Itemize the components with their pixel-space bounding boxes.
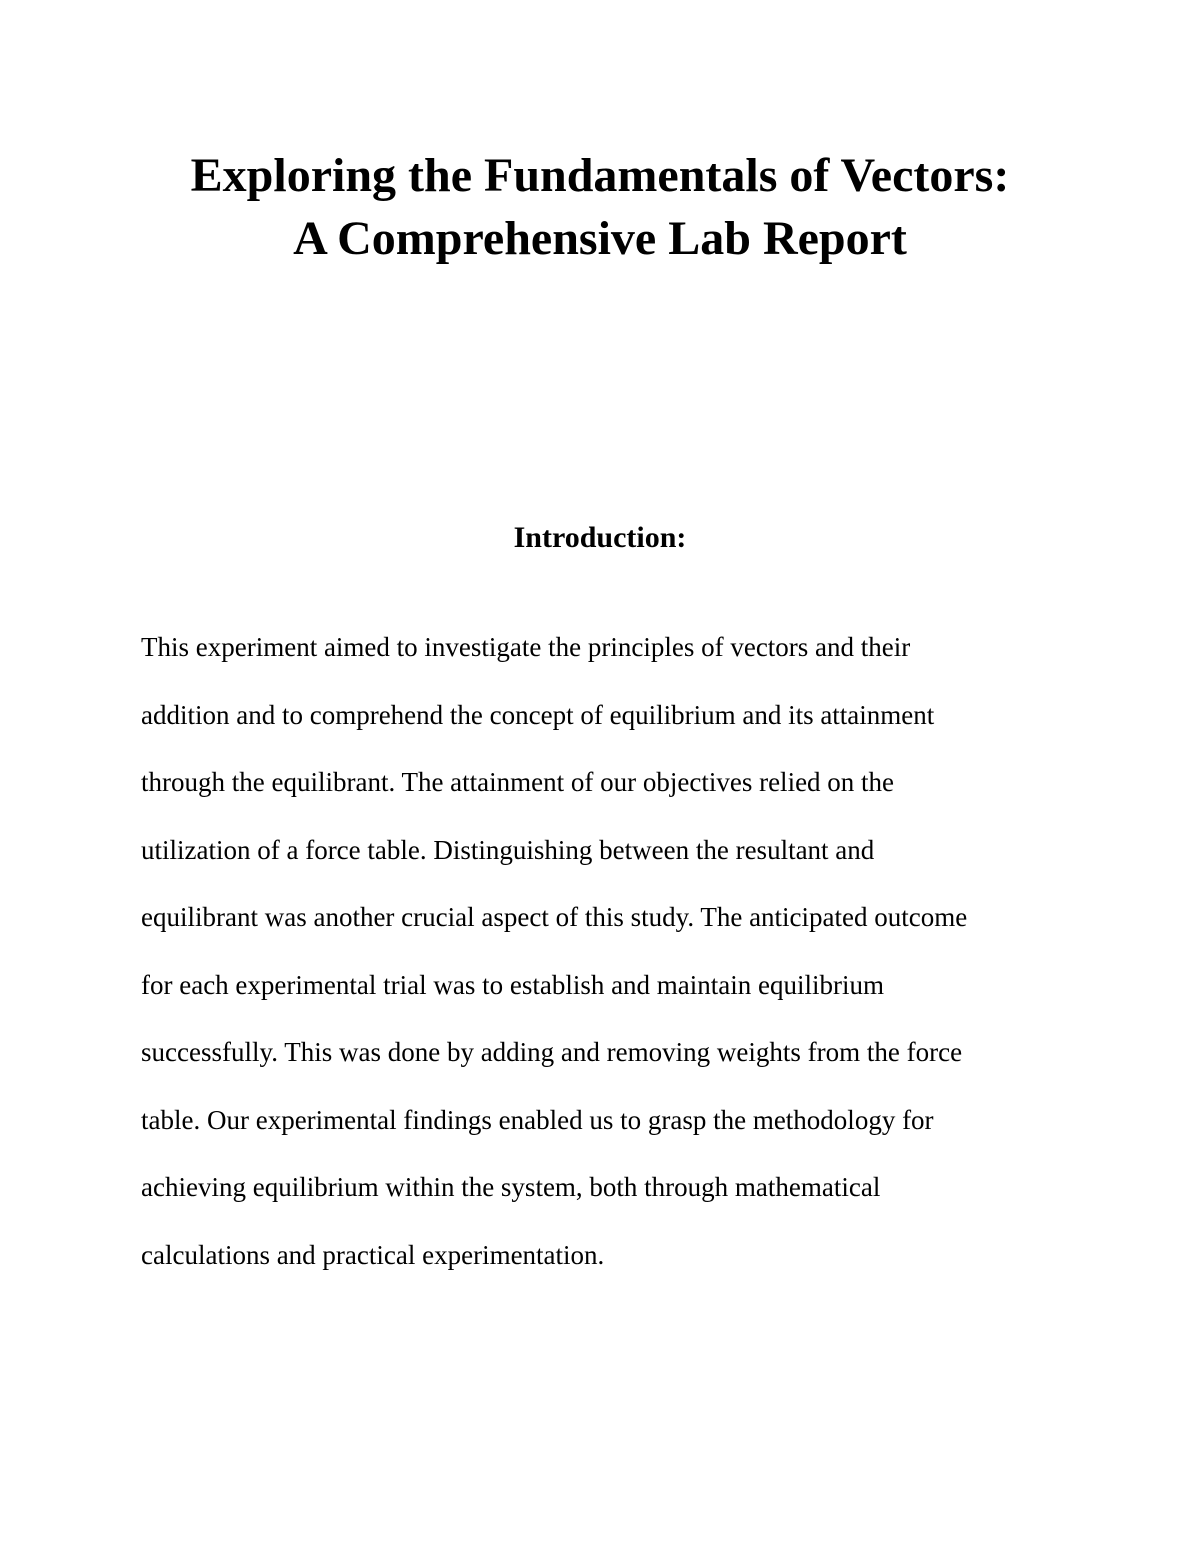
paragraph-line: addition and to comprehend the concept of equilibrium and its attainment: [141, 699, 935, 730]
paragraph-line: successfully. This was done by adding and removing weights from the force: [141, 1037, 963, 1067]
paragraph-line: table. Our experimental findings enabled us to grasp the methodology for: [141, 1104, 934, 1135]
paragraph-line: utilization of a force table. Distinguishing between the resultant and: [141, 834, 875, 865]
document-title-line-1: Exploring the Fundamentals of Vectors:: [190, 149, 1010, 202]
paragraph-line: through the equilibrant. The attainment of our objectives relied on the: [141, 767, 895, 797]
document-title-line-2: A Comprehensive Lab Report: [293, 212, 907, 265]
paragraph-line: for each experimental trial was to establish and maintain equilibrium: [141, 969, 885, 1000]
paragraph-line: achieving equilibrium within the system, both through mathematical: [141, 1172, 881, 1202]
paragraph-line: calculations and practical experimentation.: [141, 1239, 605, 1270]
paragraph-line: This experiment aimed to investigate the principles of vectors and their: [141, 632, 911, 662]
introduction-paragraph: [141, 625, 1081, 1300]
paragraph-line: equilibrant was another crucial aspect of this study. The anticipated outcome: [141, 902, 968, 932]
section-heading-introduction: Introduction:: [513, 521, 687, 554]
